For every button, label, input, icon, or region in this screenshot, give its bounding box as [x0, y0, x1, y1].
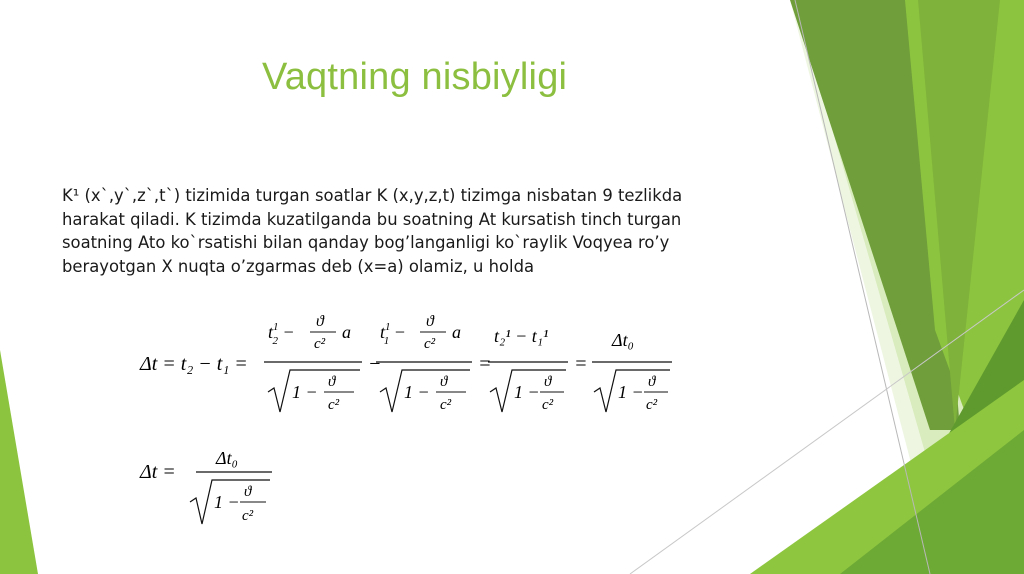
formula-1-minus: − — [368, 353, 382, 375]
svg-text:1 −: 1 − — [214, 492, 240, 512]
svg-text:ϑ: ϑ — [316, 313, 324, 330]
formula-1-term-3 — [488, 326, 568, 413]
formula-time-dilation-result — [130, 444, 290, 534]
formula-2-lhs: Δt = — [140, 461, 176, 483]
svg-text:c²: c² — [542, 397, 554, 413]
svg-text:a: a — [452, 322, 461, 342]
slide-title: Vaqtning nisbiyligi — [262, 56, 568, 98]
svg-text:ϑ: ϑ — [244, 484, 252, 500]
svg-text:1 −: 1 − — [514, 382, 540, 402]
svg-text:ϑ: ϑ — [648, 374, 656, 390]
paragraph-line: harakat qiladi. K tizimda kuzatilganda bu soatning At kursatish tinch turgan — [62, 209, 682, 229]
svg-text:a: a — [342, 322, 351, 342]
formula-time-dilation-derivation — [130, 308, 690, 420]
svg-text:ϑ: ϑ — [440, 374, 448, 390]
slide-paragraph — [62, 184, 762, 278]
formula-2-numerator: Δt₀ — [216, 448, 238, 468]
svg-text:1 −: 1 − — [618, 382, 644, 402]
term-1-inner-fraction — [310, 313, 336, 352]
formula-1-lhs: Δt = t₂ − t₁ = — [140, 353, 248, 375]
svg-text:c²: c² — [424, 336, 436, 352]
term-2-numerator: $t^1$ 1 − — [380, 321, 406, 347]
svg-text:1 −: 1 − — [292, 382, 318, 402]
svg-text:ϑ: ϑ — [328, 374, 336, 390]
svg-text:ϑ: ϑ — [544, 374, 552, 390]
paragraph-line: berayotgan X nuqta o’zgarmas deb (x=a) olamiz, u holda — [62, 256, 535, 276]
formula-1-result — [592, 330, 672, 413]
deco-left-accent — [0, 350, 38, 574]
svg-text:ϑ: ϑ — [426, 313, 434, 330]
svg-text:c²: c² — [440, 397, 452, 413]
svg-text:c²: c² — [646, 397, 658, 413]
svg-text:c²: c² — [328, 397, 340, 413]
formula-1-term-1 — [264, 313, 362, 413]
term-1-numerator: $t^1$ 2 − — [268, 321, 295, 347]
paragraph-line: K¹ (x`,y`,z`,t`) tizimida turgan soatlar K (x,y,z,t) tizimga nisbatan 9 tezlikda — [62, 186, 683, 205]
formula-1-equals: = — [478, 353, 492, 375]
svg-text:c²: c² — [314, 336, 326, 352]
result-numerator: Δt₀ — [612, 330, 634, 350]
svg-text:c²: c² — [242, 508, 254, 524]
paragraph-line: soatning Ato ko`rsatishi bilan qanday bog’langanligi ko`raylik Voqyea ro’y — [62, 233, 670, 252]
svg-text:1 −: 1 − — [404, 382, 430, 402]
formula-1-equals-2: = — [574, 353, 588, 375]
formula-1-term-2 — [376, 313, 472, 413]
term-3-numerator: t₂¹ − t₁¹ — [494, 326, 549, 346]
